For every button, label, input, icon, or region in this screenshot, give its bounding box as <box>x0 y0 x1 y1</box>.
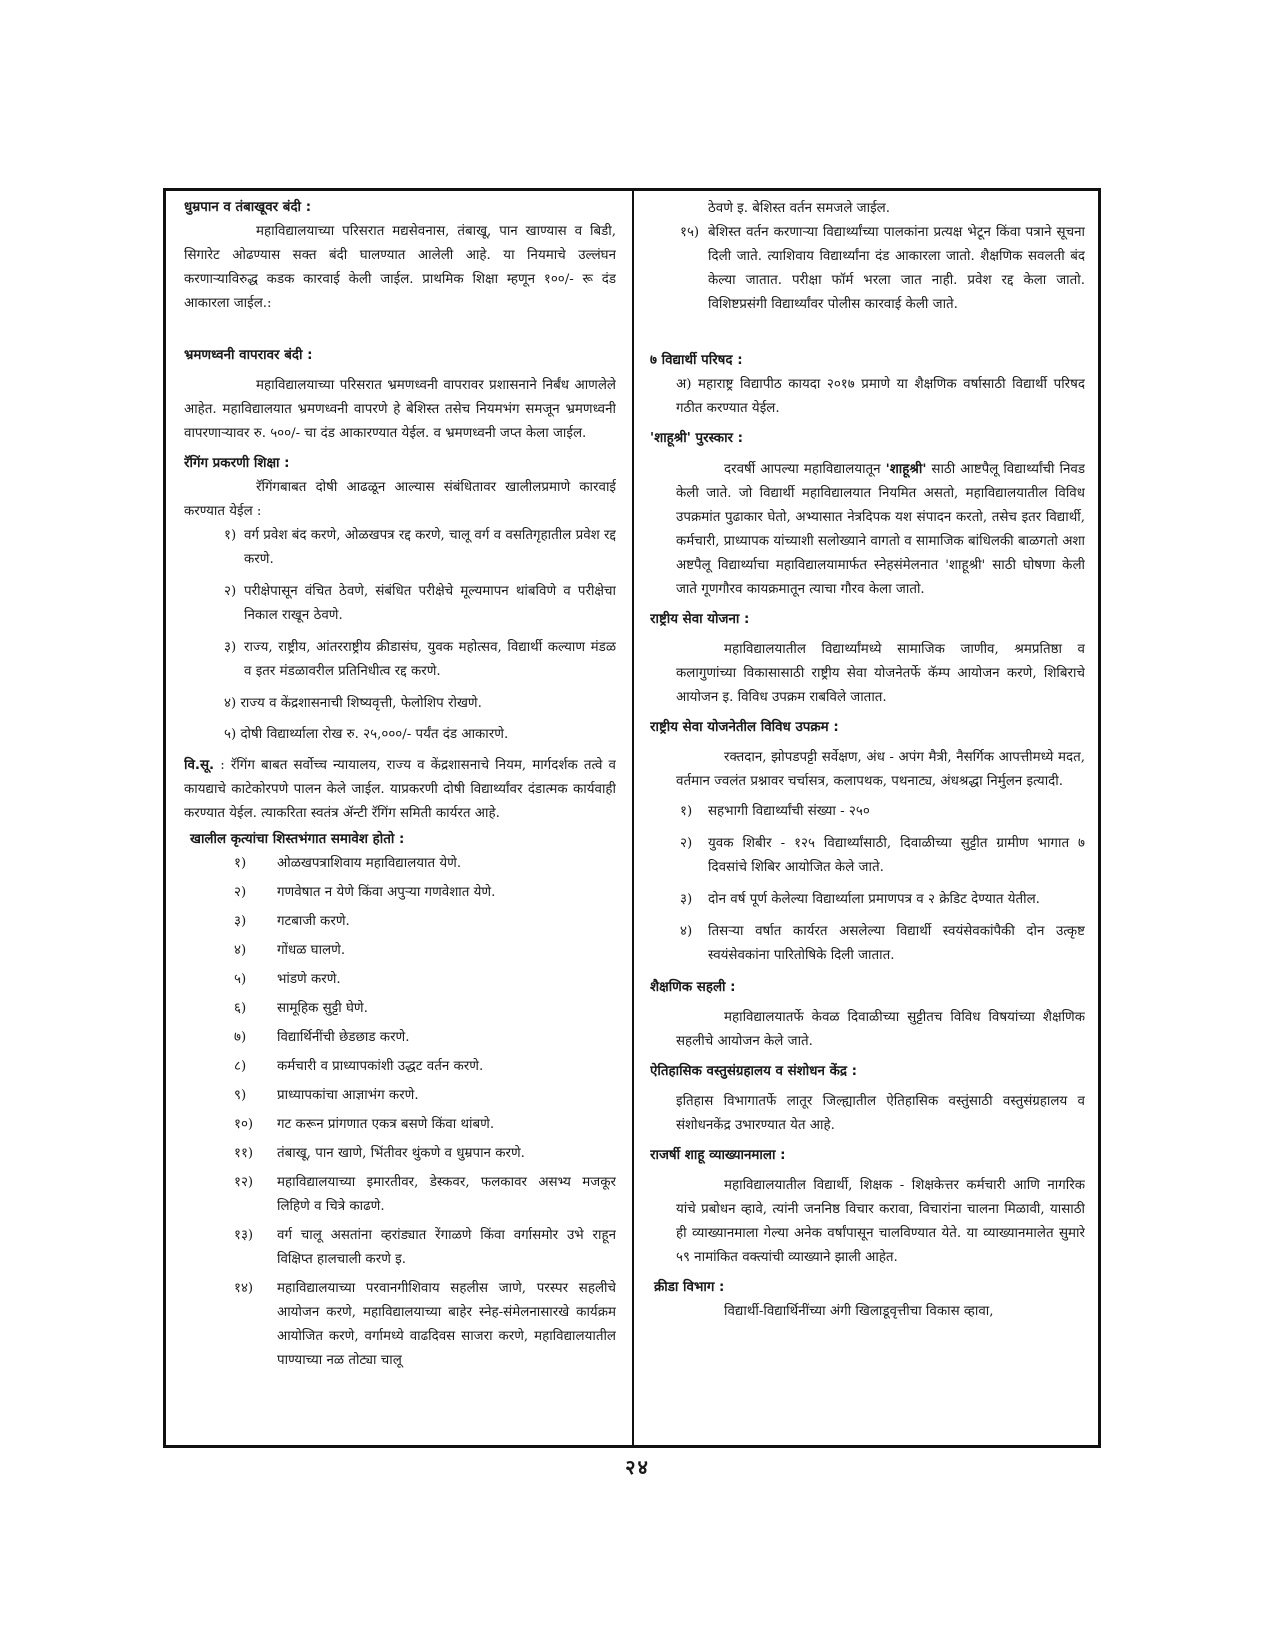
list-item: ३) राज्य, राष्ट्रीय, आंतरराष्ट्रीय क्रीडासंघ, युवक महोत्सव, विद्यार्थी कल्याण मंडळ व इतर मंडळावरील प्रतिनिधीत्व रद्द करणे. <box>224 640 616 679</box>
list-item: ३) दोन वर्ष पूर्ण केलेल्या विद्यार्थ्याला प्रमाणपत्र व २ क्रेडिट देण्यात येतील. <box>680 892 1040 907</box>
student-council-text: अ) महाराष्ट्र विद्यापीठ कायदा २०१७ प्रमाणे या शैक्षणिक वर्षासाठी विद्यार्थी परिषद गठीत करण्यात येईल. <box>676 377 1085 416</box>
nss-activities-heading: राष्ट्रीय सेवा योजनेतील विविध उपक्रम : <box>650 720 839 735</box>
discipline-list <box>184 852 616 1373</box>
lecture-series-heading: राजर्षी शाहू व्याख्यानमाला : <box>650 1148 786 1163</box>
list-item: २) गणवेषात न येणे किंवा अपुऱ्या गणवेशात येणे. <box>234 885 496 900</box>
ragging-intro: रॅगिंगबाबत दोषी आढळून आल्यास संबंधितावर खालीलप्रमाणे कारवाई करण्यात येईल : <box>184 480 616 519</box>
ragging-item-4: ४) राज्य व केंद्रशासनाची शिष्यवृत्ती, फेलोशिप रोखणे. <box>224 696 482 711</box>
list-item: ९) प्राध्यापकांचा आज्ञाभंग करणे. <box>234 1088 419 1103</box>
shahushri-award-heading: 'शाहूश्री' पुरस्कार : <box>650 431 744 446</box>
list-item: १५) बेशिस्त वर्तन करणाऱ्या विद्यार्थ्यांच्या पालकांना प्रत्यक्ष भेटून किंवा पत्राने सूचना दिली जाते. त्याशिवाय विद्यार्थ्यांना दंड आकारला जातो. शैक्षणिक सवलती बंद केल्या जातात. परीक्षा फॉर्म भरला जात नाही. प्रवेश रद्द केला जातो. विशिष्टप्रसंगी विद्यार्थ्यांवर पोलीस कारवाई केली जाते. <box>680 225 1085 312</box>
shahushri-award-text: दरवर्षी आपल्या महाविद्यालयातून 'शाहूश्री' साठी आष्टपैलू विद्यार्थ्यांची निवड केली जाते. जो विद्यार्थी महाविद्यालयात नियमित असतो, महाविद्यालयातील विविध उपक्रमांत पुढाकार घेतो, अभ्यासात नेत्रदिपक यश संपादन करतो, तसेच इतर विद्यार्थी, कर्मचारी, प्राध्यापक यांच्याशी सलोख्याने वागतो व सामाजिक बांधिलकी बाळगतो अशा अष्टपैलू विद्यार्थ्याचा महाविद्यालयामार्फत स्नेहसंमेलनात 'शाहूश्री' साठी घोषणा केली जाते गूणगौरव कायक्रमातून त्याचा गौरव केला जातो. <box>676 461 1085 597</box>
list-item: १३) वर्ग चालू असतांना व्हरांड्यात रेंगाळणे किंवा वर्गासमोर उभे राहून विक्षिप्त हालचाली करणे इ. <box>234 1228 616 1267</box>
list-item: १) वर्ग प्रवेश बंद करणे, ओळखपत्र रद्द करणे, चालू वर्ग व वसतिगृहातील प्रवेश रद्द करणे. <box>224 528 616 567</box>
educational-trip-text: महाविद्यालयातर्फे केवळ दिवाळीच्या सुट्टीतच विविध विषयांच्या शैक्षणिक सहलीचे आयोजन केले जाते. <box>676 1010 1085 1049</box>
left-column <box>184 191 616 1445</box>
list-item: ४) तिसऱ्या वर्षात कार्यरत असलेल्या विद्यार्थी स्वयंसेवकांपैकी दोन उत्कृष्ट स्वयंसेवकांना पारितोषिके दिली जातात. <box>680 924 1085 963</box>
smoking-ban-heading: धुम्रपान व तंबाखूवर बंदी : <box>184 200 312 215</box>
list-item: ११) तंबाखू, पान खाणे, भिंतीवर थुंकणे व धुम्रपान करणे. <box>234 1146 525 1161</box>
list-item: १०) गट करून प्रांगणात एकत्र बसणे किंवा थांबणे. <box>234 1117 495 1132</box>
smoking-ban-text: महाविद्यालयाच्या परिसरात मद्यसेवनास, तंबाखू, पान खाण्यास व बिडी, सिगारेट ओढण्यास सक्त बंदी घालण्यात आलेली आहे. या नियमाचे उल्लंघन करणाऱ्याविरुद्ध कडक कारवाई केली जाईल. प्राथमिक शिक्षा म्हणून १००/- रू दंड आकारला जाईल.: <box>184 224 616 311</box>
ragging-penalty-list <box>184 524 616 684</box>
museum-heading: ऐतिहासिक वस्तुसंग्रहालय व संशोधन केंद्र : <box>650 1064 857 1079</box>
list-item: ८) कर्मचारी व प्राध्यापकांशी उद्धट वर्तन करणे. <box>234 1059 484 1074</box>
list-item: ७) विद्यार्थिनींची छेडछाड करणे. <box>234 1030 410 1045</box>
list-item: ६) सामूहिक सुट्टी घेणे. <box>234 1001 368 1016</box>
nss-activities-text: रक्तदान, झोपडपट्टी सर्वेक्षण, अंध - अपंग मैत्री, नैसर्गिक आपत्तीमध्ये मदत, वर्तमान ज्वलंत प्रश्नावर चर्चासत्र, कलापथक, पथनाट्य, अंधश्रद्धा निर्मुलन इत्यादी. <box>676 750 1085 789</box>
nss-heading: राष्ट्रीय सेवा योजना : <box>650 612 750 627</box>
column-divider <box>632 191 634 1445</box>
right-column <box>650 191 1085 1445</box>
ragging-heading: रॅगिंग प्रकरणी शिक्षा : <box>184 456 290 471</box>
list-item: १४) महाविद्यालयाच्या परवानगीशिवाय सहलीस जाणे, परस्पर सहलीचे आयोजन करणे, महाविद्यालयाच्या बाहेर स्नेह-संमेलनासारखे कार्यक्रम आयोजित करणे, वर्गामध्ये वाढदिवस साजरा करणे, महाविद्यालयातील पाण्याच्या नळ तोट्या चालू <box>234 1281 616 1368</box>
page-number: २४ <box>625 1455 650 1479</box>
list-item: २) परीक्षेपासून वंचित ठेवणे, संबंधित परीक्षेचे मूल्यमापन थांबविणे व परीक्षेचा निकाल राखून ठेवणे. <box>224 584 616 623</box>
mobile-ban-text: महाविद्यालयाच्या परिसरात भ्रमणध्वनी वापरावर प्रशासनाने निर्बंध आणलेले आहेत. महाविद्यालयात भ्रमणध्वनी वापरणे हे बेशिस्त तसेच नियमभंग समजून भ्रमणध्वनी वापरणाऱ्यावर रु. ५००/- चा दंड आकारण्यात येईल. व भ्रमणध्वनी जप्त केला जाईल. <box>184 378 616 441</box>
list-item: २) युवक शिबीर - १२५ विद्यार्थ्यांसाठी, दिवाळीच्या सुट्टीत ग्रामीण भागात ७ दिवसांचे शिबिर आयोजित केले जाते. <box>680 836 1085 875</box>
list-item: १२) महाविद्यालयाच्या इमारतीवर, डेस्कवर, फलकावर असभ्य मजकूर लिहिणे व चित्रे काढणे. <box>234 1175 616 1214</box>
list-item: १) सहभागी विद्यार्थ्यांची संख्या - २५० <box>680 804 870 819</box>
sports-heading: क्रीडा विभाग : <box>654 1280 725 1295</box>
ragging-note: वि.सू. : रॅगिंग बाबत सर्वोच्च न्यायालय, राज्य व केंद्रशासनाचे नियम, मार्गदर्शक तत्वे व कायद्याचे काटेकोरपणे पालन केले जाईल. याप्रकरणी दोषी विद्यार्थ्यांवर दंडात्मक कार्यवाही करण्यात येईल. त्याकरिता स्वतंत्र ॲन्टी रॅगिंग समिती कार्यरत आहे. <box>184 758 616 821</box>
discipline-item-15 <box>650 221 1085 317</box>
student-council-heading: ७ विद्यार्थी परिषद : <box>650 353 743 368</box>
ragging-item-5: ५) दोषी विद्यार्थ्याला रोख रु. २५,०००/- पर्यंत दंड आकारणे. <box>224 727 509 742</box>
list-item: १) ओळखपत्राशिवाय महाविद्यालयात येणे. <box>234 856 462 871</box>
note-label: वि.सू. <box>184 758 215 773</box>
list-item: ३) गटबाजी करणे. <box>234 914 350 929</box>
discipline-heading: खालील कृत्यांचा शिस्तभंगात समावेश होतो : <box>190 832 405 847</box>
sports-text: विद्यार्थी-विद्यार्थिनींच्या अंगी खिलाडूवृत्तीचा विकास व्हावा, <box>724 1304 994 1319</box>
museum-text: इतिहास विभागातर्फे लातूर जिल्ह्यातील ऐतिहासिक वस्तुंसाठी वस्तुसंग्रहालय व संशोधनकेंद्र उभारण्यात येत आहे. <box>676 1094 1085 1133</box>
discipline-continuation: ठेवणे इ. बेशिस्त वर्तन समजले जाईल. <box>708 201 890 216</box>
list-item: ४) गोंधळ घालणे. <box>234 943 346 958</box>
page-frame <box>163 188 1101 1448</box>
list-item: ५) भांडणे करणे. <box>234 972 341 987</box>
lecture-series-text: महाविद्यालयातील विद्यार्थी, शिक्षक - शिक्षकेत्तर कर्मचारी आणि नागरिक यांचे प्रबोधन व्हावे, त्यांनी जननिष्ठ विचार करावा, विचारांना चालना मिळावी, यासाठी ही व्याख्यानमाला गेल्या अनेक वर्षांपासून चालविण्यात येते. या व्याख्यानमालेत सुमारे ५९ नामांकित वक्त्यांची व्याख्याने झाली आहेत. <box>676 1178 1085 1265</box>
mobile-ban-heading: भ्रमणध्वनी वापरावर बंदी : <box>184 348 313 363</box>
nss-text: महाविद्यालयातील विद्यार्थ्यांमध्ये सामाजिक जाणीव, श्रमप्रतिष्ठा व कलागुणांच्या विकासासाठी राष्ट्रीय सेवा योजनेतर्फे कॅम्प आयोजन करणे, शिबिराचे आयोजन इ. विविध उपक्रम राबविले जातात. <box>676 642 1085 705</box>
nss-activities-list <box>650 800 1085 968</box>
educational-trip-heading: शैक्षणिक सहली : <box>650 980 736 995</box>
